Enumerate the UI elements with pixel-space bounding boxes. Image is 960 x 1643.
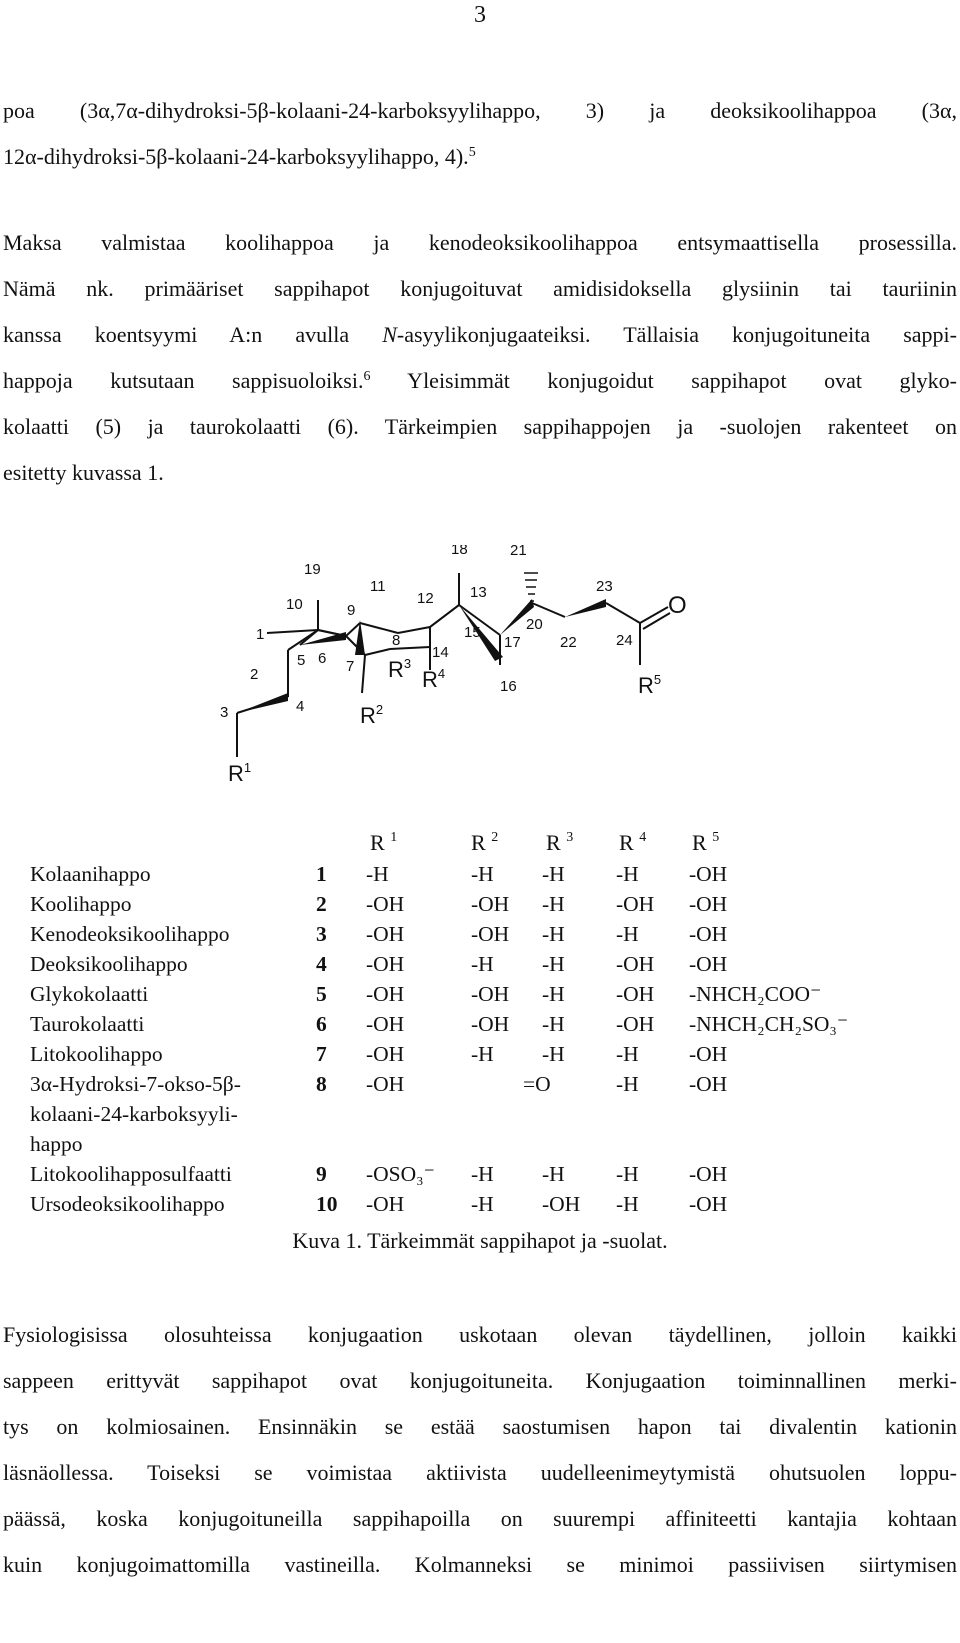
atom-number: 6 <box>318 650 327 667</box>
atom-number: 22 <box>560 634 577 651</box>
bond <box>398 627 430 633</box>
r5-value: -OH <box>689 862 728 886</box>
r3-label: $R^3$ <box>388 656 412 682</box>
r4-value: -OH <box>616 982 655 1006</box>
text-line: happoja kutsutaan sappisuoloiksi.$^6$ Yleisimmät konjugoidut sappihapot ovat glyko- <box>3 368 957 393</box>
atom-number: 23 <box>596 578 613 595</box>
atom-number: 16 <box>500 678 517 695</box>
compound-name: Kolaanihappo <box>30 862 151 886</box>
atom-number: 9 <box>347 602 356 619</box>
r2-value: -H <box>471 952 494 976</box>
r1-value: -OH <box>366 1042 405 1066</box>
r1-value: -OH <box>366 982 405 1006</box>
r3-value: -H <box>542 892 565 916</box>
footnote-ref: 5 <box>468 145 476 160</box>
compound-name: Litokoolihappo <box>30 1042 163 1066</box>
r1-value: -OH <box>366 1192 405 1216</box>
atom-number: 12 <box>417 590 434 607</box>
atom-number: 19 <box>304 561 321 578</box>
paragraph-intro <box>3 88 957 180</box>
header-r2: R $^2$ <box>471 830 499 855</box>
atom-number: 24 <box>616 632 633 649</box>
hashed-bond <box>524 573 538 601</box>
r5-value: -OH <box>689 1072 728 1096</box>
r3-value: -OH <box>542 1192 581 1216</box>
r2-value: -H <box>471 1162 494 1186</box>
atom-number: 15 <box>464 624 481 641</box>
atom-number: 4 <box>296 698 305 715</box>
text-line: Fysiologisissa olosuhteissa konjugaation uskotaan olevan täydellinen, jolloin kaikki <box>3 1322 957 1347</box>
r5-value: -OH <box>689 892 728 916</box>
r4-value: -H <box>616 862 639 886</box>
r2-r3-value: =O <box>523 1072 551 1096</box>
r3-value: -H <box>542 1162 565 1186</box>
compound-name: Litokoolihapposulfaatti <box>30 1162 232 1186</box>
compound-name-line2: kolaani-24-karboksyyli- <box>30 1102 238 1126</box>
text-line: kolaatti (5) ja taurokolaatti (6). Tärkeimpien sappihappojen ja -suolojen rakenteet on <box>3 414 957 439</box>
header-r5: R $^5$ <box>692 830 720 855</box>
r1-value: -OSO₃⁻ <box>366 1162 436 1186</box>
wedge-bond <box>565 599 606 617</box>
compound-number: 10 <box>316 1192 338 1216</box>
r3-value: -H <box>542 952 565 976</box>
r4-value: -OH <box>616 1012 655 1036</box>
footnote-ref: 6 <box>363 369 371 384</box>
compound-number: 2 <box>316 892 327 916</box>
r5-value: -NHCH₂CH₂SO₃⁻ <box>689 1012 849 1036</box>
compound-number: 5 <box>316 982 327 1006</box>
atom-number: 14 <box>432 644 449 661</box>
atom-number: 20 <box>526 616 543 633</box>
r5-value: -OH <box>689 1162 728 1186</box>
r2-value: -OH <box>471 1012 510 1036</box>
r4-label: $R^4$ <box>422 666 446 692</box>
r4-value: -H <box>616 1042 639 1066</box>
atom-number: 3 <box>220 704 229 721</box>
r1-value: -OH <box>366 892 405 916</box>
bile-acid-structure-figure <box>200 545 760 845</box>
atom-number: 10 <box>286 596 303 613</box>
atom-number: 13 <box>470 584 487 601</box>
r5-value: -OH <box>689 922 728 946</box>
compound-number: 4 <box>316 952 327 976</box>
r4-value: -H <box>616 922 639 946</box>
r1-label: $R^1$ <box>228 760 252 786</box>
bond <box>346 623 360 636</box>
text-line: kuin konjugoimattomilla vastineilla. Kolmanneksi se minimoi passiivisen siirtymisen <box>3 1552 957 1577</box>
r1-value: -H <box>366 862 389 886</box>
r4-value: -H <box>616 1192 639 1216</box>
atom-number: 11 <box>370 578 386 595</box>
compound-number: 9 <box>316 1162 327 1186</box>
r3-value: -H <box>542 1042 565 1066</box>
r2-value: -H <box>471 862 494 886</box>
text-line: päässä, koska konjugoituneilla sappihapoilla on suurempi affiniteetti kantajia kohtaan <box>3 1506 957 1531</box>
r4-value: -H <box>616 1162 639 1186</box>
atom-number: 8 <box>392 632 401 649</box>
compound-number: 1 <box>316 862 327 886</box>
compound-name: Ursodeoksikoolihappo <box>30 1192 225 1216</box>
r3-value: -H <box>542 922 565 946</box>
text-line: läsnäollessa. Toiseksi se voimistaa aktiivista uudelleenimeytymistä ohutsuolen loppu- <box>3 1460 957 1485</box>
r3-value: -H <box>542 862 565 886</box>
page-number: 3 <box>474 2 486 28</box>
header-r4: R $^4$ <box>619 830 647 855</box>
r2-value: -OH <box>471 922 510 946</box>
text-line: tys on kolmiosainen. Ensinnäkin se estää saostumisen hapon tai divalentin kationin <box>3 1414 957 1439</box>
text-line: kanssa koentsyymi A:n avulla N-asyylikonjugaateiksi. Tällaisia konjugoituneita sappi- <box>3 322 957 347</box>
compound-name: Glykokolaatti <box>30 982 149 1006</box>
r4-value: -OH <box>616 892 655 916</box>
r1-value: -OH <box>366 1012 405 1036</box>
r1-value: -OH <box>366 952 405 976</box>
atom-number: 5 <box>297 652 306 669</box>
header-r1: R $^1$ <box>370 830 398 855</box>
bond <box>267 630 318 633</box>
compound-name: Taurokolaatti <box>30 1012 145 1036</box>
r5-value: -OH <box>689 1192 728 1216</box>
r5-value: -OH <box>689 1042 728 1066</box>
r3-value: -H <box>542 982 565 1006</box>
text-line: 12α-dihydroksi-5β-kolaani-24-karboksyylihappo, 4).$^5$ <box>3 144 476 169</box>
oxygen-label: O <box>668 592 687 619</box>
r2-value: -H <box>471 1042 494 1066</box>
text-line: Nämä nk. primääriset sappihapot konjugoituvat amidisidoksella glysiinin tai tauriinin <box>3 276 957 301</box>
compound-number: 7 <box>316 1042 327 1066</box>
compound-number: 6 <box>316 1012 327 1036</box>
text-line: esitetty kuvassa 1. <box>3 460 164 485</box>
atom-number: 1 <box>256 626 265 643</box>
atom-number: 2 <box>250 666 259 683</box>
r1-value: -OH <box>366 1072 405 1096</box>
r4-value: -H <box>616 1072 639 1096</box>
r2-value: -H <box>471 1192 494 1216</box>
text-line: Maksa valmistaa koolihappoa ja kenodeoksikoolihappoa entsymaattisella prosessilla. <box>3 230 957 255</box>
compound-name: Deoksikoolihappo <box>30 952 188 976</box>
text-line: sappeen erittyvät sappihapot ovat konjugoituneita. Konjugaation toiminnallinen merki- <box>3 1368 957 1393</box>
paragraph-function <box>3 1312 957 1588</box>
r5-value: -NHCH₂COO⁻ <box>689 982 822 1006</box>
r1-value: -OH <box>366 922 405 946</box>
r2-value: -OH <box>471 892 510 916</box>
r3-value: -H <box>542 1012 565 1036</box>
compound-number: 3 <box>316 922 327 946</box>
atom-number: 7 <box>346 658 355 675</box>
r4-value: -OH <box>616 952 655 976</box>
bond <box>532 603 565 617</box>
bond <box>362 655 365 693</box>
r2-value: -OH <box>471 982 510 1006</box>
atom-number: 21 <box>510 545 527 559</box>
compound-name: Kenodeoksikoolihappo <box>30 922 230 946</box>
figure-caption: Kuva 1. Tärkeimmät sappihapot ja -suolat. <box>292 1228 668 1253</box>
bond <box>640 607 668 623</box>
bond <box>606 603 640 623</box>
paragraph-conjugation <box>3 220 957 496</box>
r2-label: $R^2$ <box>360 702 384 728</box>
compound-name: Koolihappo <box>30 892 132 916</box>
compound-name: 3α-Hydroksi-7-okso-5β- <box>30 1072 241 1096</box>
atom-number: 17 <box>504 634 521 651</box>
bond <box>365 649 390 655</box>
bond <box>643 613 670 629</box>
compound-number: 8 <box>316 1072 327 1096</box>
substituent-labels <box>228 656 661 786</box>
r5-value: -OH <box>689 952 728 976</box>
text-line: poa (3α,7α-dihydroksi-5β-kolaani-24-karboksyylihappo, 3) ja deoksikoolihappoa (3α, <box>3 98 957 123</box>
header-r3: R $^3$ <box>546 830 574 855</box>
atom-number: 18 <box>451 545 468 558</box>
compound-name-line3: happo <box>30 1132 83 1156</box>
r5-label: $R^5$ <box>638 672 662 698</box>
